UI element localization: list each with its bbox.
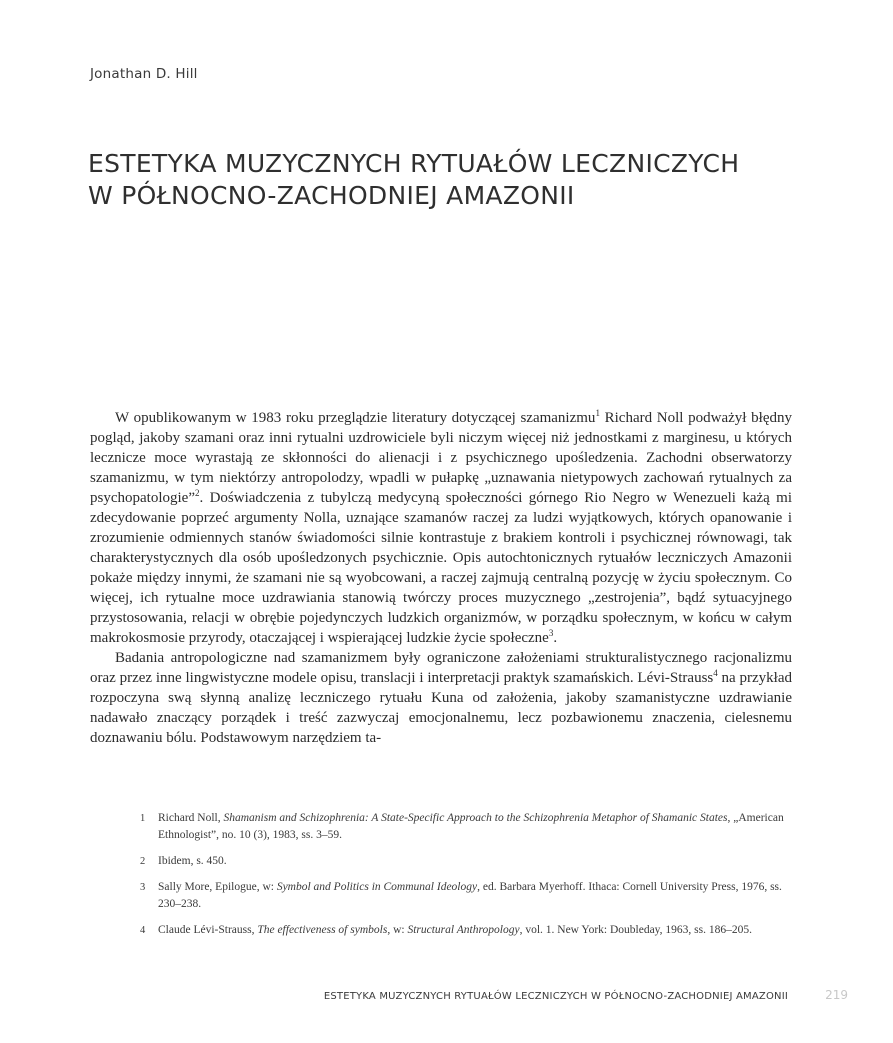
paragraph-1-part-a: W opublikowanym w 1983 roku przeglądzie literatury dotyczącej szamanizmu (115, 410, 596, 426)
footnote-ref-1[interactable]: 1 (595, 408, 600, 418)
page-number: 219 (825, 988, 848, 1002)
footnote-ref-2[interactable]: 2 (194, 488, 200, 498)
article-body (90, 408, 792, 748)
footnote-4 (140, 922, 792, 939)
footnote-number: 1 (140, 813, 146, 824)
footnote-title: Symbol and Politics in Communal Ideology (276, 881, 478, 893)
footnote-book-title: Structural Anthropology (407, 924, 520, 936)
paragraph-2 (90, 648, 792, 748)
footnote-text: Sally More, Epilogue, w: (158, 881, 277, 893)
footnote-text: Richard Noll, (158, 812, 224, 824)
article-title (88, 148, 808, 212)
running-footer: ESTETYKA MUZYCZNYCH RYTUAŁÓW LECZNICZYCH W PÓŁNOCNO-ZACHODNIEJ AMAZONII (323, 991, 788, 1002)
title-line-1: ESTETYKA MUZYCZNYCH RYTUAŁÓW LECZNICZYCH (88, 149, 740, 178)
footnotes (140, 810, 792, 948)
footnote-2 (140, 853, 792, 870)
footnote-number: 4 (140, 925, 146, 936)
footnote-text: , ed. Barbara Myerhoff. Ithaca: Cornell University Press, 1976, ss. 230–238. (158, 881, 782, 910)
footnote-title: Shamanism and Schizophrenia: A State-Specific Approach to the Schizophrenia Metaphor of Shamanic States (223, 812, 728, 824)
footnote-3 (140, 879, 792, 913)
footnote-ref-3[interactable]: 3 (548, 628, 554, 638)
paragraph-1-part-d: . (553, 630, 558, 646)
footnote-text: , vol. 1. New York: Doubleday, 1963, ss. 186–205. (519, 924, 753, 936)
footnote-title: The effectiveness of symbols (257, 924, 388, 936)
footnote-text: , „American Ethnologist”, no. 10 (3), 1983, ss. 3–59. (158, 812, 784, 841)
footnote-text: , w: (387, 924, 408, 936)
paragraph-1-part-c: . Doświadczenia z tubylczą medycyną społeczności górnego Rio Negro w Wenezueli każą mi zdecydowanie poprzeć argumenty Nolla, uznające szamanów raczej za ludzi wyjątkowych, których opanowanie i zrozumienie odmiennych stanów świadomości silnie kontrastuje z brakiem kontroli i psychicznej równowagi, tak charakterystycznych dla osób upośledzonych psychicznie. Opis autochtonicznych rytuałów leczniczych Amazonii pokaże między innymi, że szamani nie są wyobcowani, a raczej zajmują centralną pozycję w życiu społecznym. Co więcej, ich rytualne moce uzdrawiania stanowią twórczy proces muzycznego „zestrojenia”, bądź sytuacyjnego przystosowania, relacji w obrębie pojedynczych ludzkich organizmów, w porządku społecznym, w końcu w całym makrokosmosie przyrody, otaczającej i wspierającej ludzkie życie społeczne (90, 490, 792, 646)
footnote-1 (140, 810, 792, 844)
paragraph-2-part-a: Badania antropologiczne nad szamanizmem były ograniczone założeniami strukturalistycznego racjonalizmu oraz przez inne lingwistyczne modele opisu, translacji i interpretacji praktyk szamańskich. Lévi-Strauss (90, 650, 792, 686)
author-name: Jonathan D. Hill (90, 66, 198, 82)
footnote-text: Ibidem, s. 450. (158, 855, 227, 867)
footnote-number: 2 (140, 856, 146, 867)
title-line-2: W PÓŁNOCNO-ZACHODNIEJ AMAZONII (88, 181, 575, 210)
paragraph-2-part-b: na przykład rozpoczyna swą słynną analizę leczniczego rytuału Kuna od założenia, jakoby szamanistyczne uzdrawianie nadawało znaczący porządek i treść zazwyczaj emocjonalnemu, lecz pozbawionemu znaczenia, cielesnemu doznawaniu bólu. Podstawowym narzędziem ta- (90, 670, 792, 746)
paragraph-1 (90, 408, 792, 648)
footnote-text: Claude Lévi-Strauss, (158, 924, 258, 936)
footnote-number: 3 (140, 882, 146, 893)
paragraph-1-part-b: Richard Noll podważył błędny pogląd, jakoby szamani oraz inni rytualni uzdrowiciele byli niczym więcej niż jednostkami z marginesu, u których lecznicze moce wyrastają ze skłonności do alienacji i z psychicznego upośledzenia. Zachodni obserwatorzy szamanizmu, w tym niektórzy antropolodzy, wpadli w pułapkę „uznawania nietypowych zachowań rytualnych za psychopatologie” (90, 410, 792, 506)
footnote-ref-4[interactable]: 4 (713, 668, 718, 678)
